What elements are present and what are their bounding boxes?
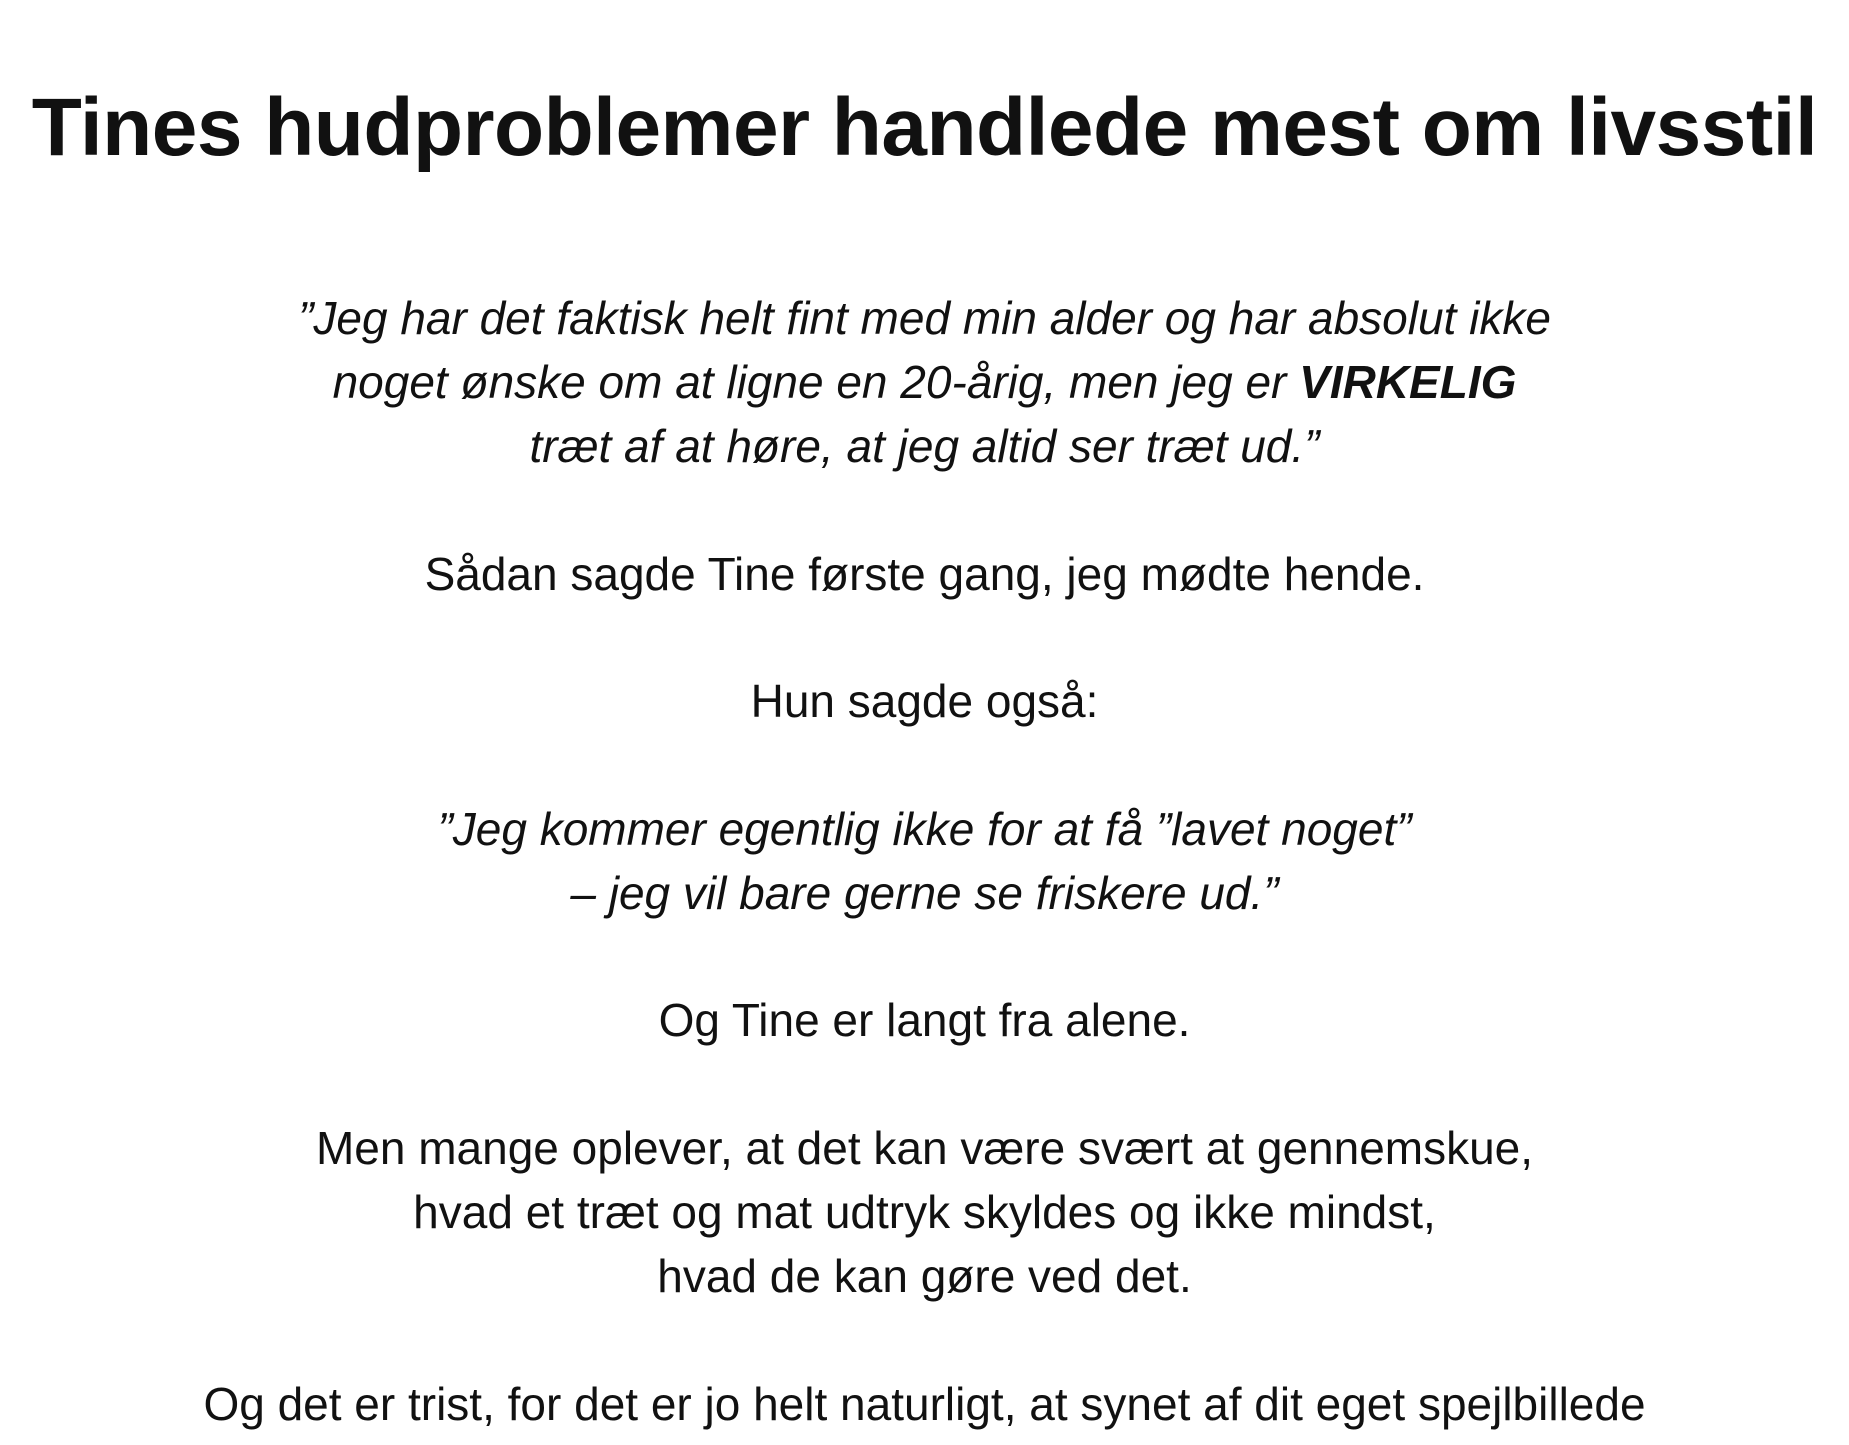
quote-1-line-1: ”Jeg har det faktisk helt fint med min alder og har absolut ikke [298,292,1551,344]
quote-1-emphasis: VIRKELIG [1299,356,1517,408]
quote-2-line-2: – jeg vil bare gerne se friskere ud.” [570,867,1279,919]
quote-1-line-2-text: noget ønske om at ligne en 20-årig, men jeg er [332,356,1300,408]
paragraph-2: Hun sagde også: [750,675,1099,727]
quote-1-line-2 [0,354,1849,410]
paragraph-5-line-1: Og det er trist, for det er jo helt naturligt, at synet af dit eget spejlbillede [203,1378,1646,1430]
paragraph-3: Og Tine er langt fra alene. [658,994,1191,1046]
paragraph-4-line-2: hvad et træt og mat udtryk skyldes og ikke mindst, [413,1186,1436,1238]
paragraph-1: Sådan sagde Tine første gang, jeg mødte hende. [424,548,1425,600]
article-title: Tines hudproblemer handlede mest om livsstil [31,82,1818,173]
paragraph-4-line-1: Men mange oplever, at det kan være svært at gennemskue, [315,1122,1534,1174]
quote-2-line-1: ”Jeg kommer egentlig ikke for at få ”lavet noget” [437,803,1412,855]
paragraph-4-line-3: hvad de kan gøre ved det. [657,1250,1192,1302]
quote-1-line-3: træt af at høre, at jeg altid ser træt ud.” [529,420,1320,472]
